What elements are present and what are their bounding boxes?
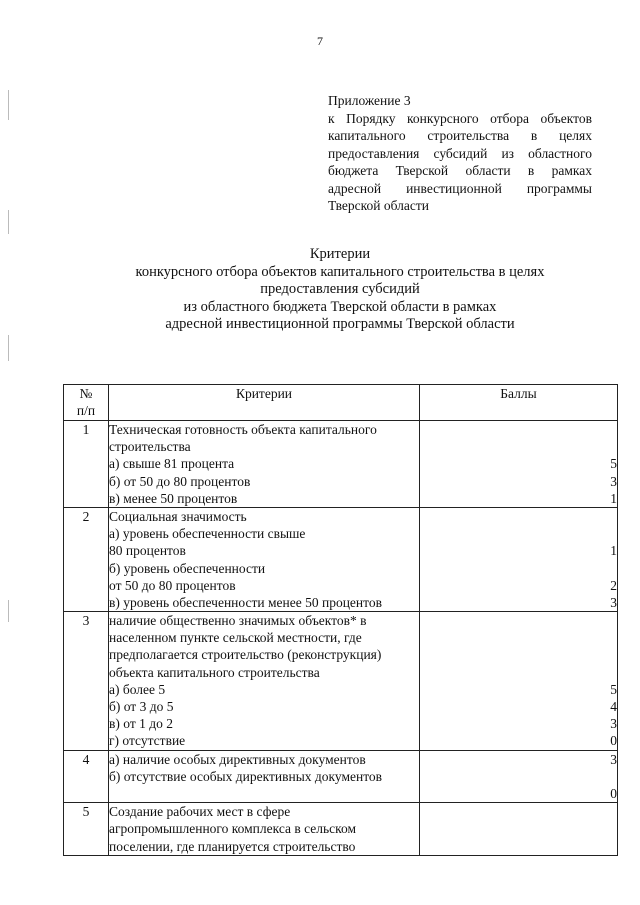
table-row: [64, 421, 618, 508]
score-value: 0: [610, 733, 617, 749]
score-value: [420, 820, 617, 837]
appendix-line: бюджета Тверской области в рамках: [328, 163, 592, 178]
score-value: [420, 508, 617, 525]
score-value: [420, 803, 617, 820]
criteria-line: агропромышленного комплекса в сельском: [109, 821, 357, 837]
score-value: 3: [610, 473, 617, 489]
score-value: 0: [610, 785, 617, 801]
page-number: 7: [317, 34, 323, 48]
criteria-line: б) отсутствие особых директивных документов: [109, 768, 383, 784]
row-score: [420, 750, 618, 803]
table-row: [64, 750, 618, 803]
score-value: 4: [610, 699, 617, 714]
score-value: 5: [610, 456, 617, 472]
score-value: [420, 612, 617, 629]
row-criteria: [109, 750, 420, 803]
score-value: [420, 646, 617, 663]
appendix-line: адресной инвестиционной программы: [328, 180, 592, 196]
score-value: 3: [610, 751, 617, 767]
criteria-table: [63, 384, 618, 856]
row-number: 2: [64, 507, 109, 611]
criteria-line: Создание рабочих мест в сфере: [109, 804, 291, 820]
criteria-line: а) более 5: [109, 681, 166, 697]
header-number: [64, 385, 109, 421]
criteria-line: населенном пункте сельской местности, где: [109, 630, 362, 646]
row-criteria: [109, 507, 420, 611]
criteria-line: в) от 1 до 2: [109, 716, 173, 732]
score-value: [420, 421, 617, 438]
row-criteria: [109, 421, 420, 508]
title-line: из областного бюджета Тверской области в рамках: [183, 298, 497, 315]
header-criteria: Критерии: [109, 385, 420, 421]
criteria-line: строительства: [109, 439, 191, 455]
criteria-line: поселении, где планируется строительство: [109, 838, 356, 854]
table-row: [64, 803, 618, 856]
row-number: 3: [64, 612, 109, 751]
row-criteria: [109, 612, 420, 751]
criteria-line: предполагается строительство (реконструкция): [109, 647, 382, 663]
criteria-line: от 50 до 80 процентов: [109, 577, 236, 593]
criteria-line: а) наличие особых директивных документов: [109, 751, 366, 767]
score-value: [420, 525, 617, 542]
score-value: 1: [610, 543, 617, 559]
criteria-line: Техническая готовность объекта капитального: [109, 422, 377, 437]
score-value: 5: [610, 681, 617, 697]
title-line: предоставления субсидий: [260, 281, 420, 298]
document-title: [70, 246, 610, 334]
title-line: Критерии: [309, 246, 371, 262]
row-score: [420, 421, 618, 508]
score-value: [420, 560, 617, 577]
criteria-line: [109, 785, 419, 802]
score-value: [420, 838, 617, 855]
row-score: [420, 803, 618, 856]
criteria-line: объекта капитального строительства: [109, 664, 320, 680]
header-number-abbrev: п/п: [76, 403, 96, 418]
criteria-line: а) свыше 81 процента: [109, 456, 235, 472]
header-number-symbol: №: [79, 386, 93, 401]
score-value: 3: [610, 594, 617, 610]
appendix-line: Тверской области: [328, 198, 429, 213]
title-line: адресной инвестиционной программы Тверской области: [165, 316, 515, 333]
table-row: [64, 612, 618, 751]
score-value: [420, 664, 617, 681]
row-number: 4: [64, 750, 109, 803]
score-value: 3: [610, 716, 617, 732]
title-line: конкурсного отбора объектов капитального строительства в целях: [135, 263, 545, 280]
appendix-line: капитального строительства в целях: [328, 128, 592, 143]
appendix-line: Приложение 3: [328, 93, 411, 108]
appendix-reference: [328, 92, 592, 215]
criteria-line: г) отсутствие: [109, 733, 186, 749]
score-value: 1: [610, 490, 617, 506]
criteria-line: 80 процентов: [109, 543, 186, 559]
table-header-row: [64, 385, 618, 421]
score-value: [420, 438, 617, 455]
criteria-line: б) от 50 до 80 процентов: [109, 473, 251, 489]
row-number: 5: [64, 803, 109, 856]
criteria-line: наличие общественно значимых объектов* в: [109, 613, 367, 629]
criteria-line: в) менее 50 процентов: [109, 490, 238, 506]
row-score: [420, 507, 618, 611]
table-row: [64, 507, 618, 611]
criteria-line: б) уровень обеспеченности: [109, 560, 266, 576]
row-number: 1: [64, 421, 109, 508]
header-score: Баллы: [420, 385, 618, 421]
score-value: [420, 629, 617, 646]
score-value: 2: [610, 577, 617, 593]
appendix-line: предоставления субсидий из областного: [328, 145, 592, 161]
appendix-line: к Порядку конкурсного отбора объектов: [328, 110, 592, 126]
criteria-line: б) от 3 до 5: [109, 699, 174, 714]
row-criteria: [109, 803, 420, 856]
row-score: [420, 612, 618, 751]
criteria-line: а) уровень обеспеченности свыше: [109, 526, 306, 542]
score-value: [420, 768, 617, 785]
criteria-line: в) уровень обеспеченности менее 50 процентов: [109, 594, 382, 610]
criteria-line: Социальная значимость: [109, 508, 247, 524]
